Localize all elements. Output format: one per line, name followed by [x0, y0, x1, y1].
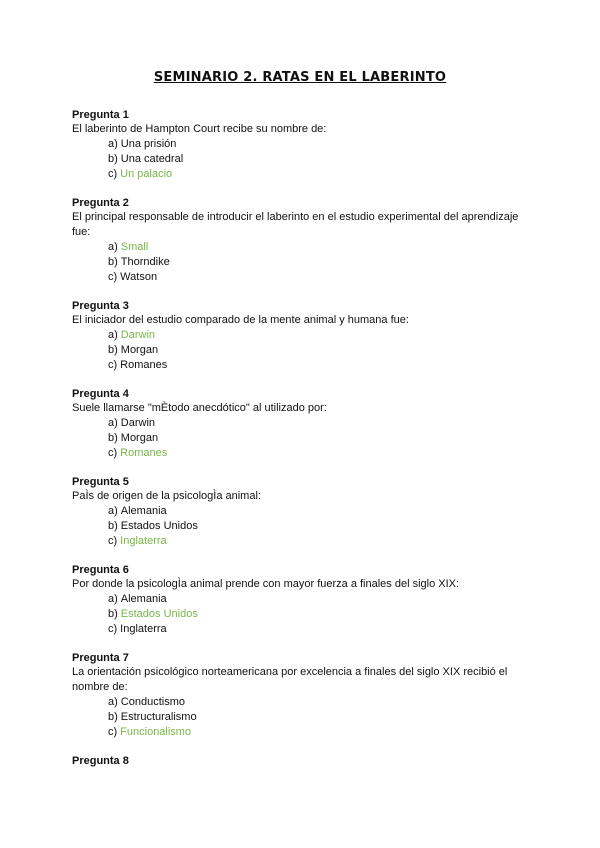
answer-option [108, 695, 532, 710]
option-letter: a) [108, 138, 118, 150]
option-letter: a) [108, 329, 118, 341]
question-title: Pregunta 3 [72, 300, 129, 312]
option-list [108, 416, 532, 461]
answer-option-correct [108, 534, 532, 549]
option-text: Small [120, 241, 149, 253]
answer-option [108, 504, 532, 519]
option-letter: b) [108, 153, 118, 165]
question-block [72, 754, 532, 768]
option-text: Estructuralismo [120, 711, 197, 723]
option-text: Romanes [120, 359, 168, 371]
option-letter: c) [108, 359, 118, 371]
answer-option [108, 343, 532, 358]
option-letter: b) [108, 344, 118, 356]
option-list [108, 240, 532, 285]
question-text: PaÌs de origen de la psicologÌa animal: [72, 490, 261, 502]
option-text: Darwin [120, 329, 156, 341]
option-letter: b) [108, 711, 118, 723]
option-letter: b) [108, 432, 118, 444]
question-title: Pregunta 1 [72, 109, 129, 121]
option-letter: a) [108, 417, 118, 429]
question-title: Pregunta 7 [72, 652, 129, 664]
option-letter: b) [108, 256, 118, 268]
option-letter: b) [108, 608, 118, 620]
answer-option [108, 519, 532, 534]
answer-option-correct [108, 725, 532, 740]
question-text: El iniciador del estudio comparado de la mente animal y humana fue: [72, 314, 409, 326]
option-letter: b) [108, 520, 118, 532]
question-title: Pregunta 8 [72, 755, 129, 767]
question-text: La orientación psicológico norteamericana por excelencia a finales del siglo XIX recibió el nombre de: [72, 666, 508, 693]
option-list [108, 137, 532, 182]
option-text: Un palacio [120, 168, 173, 180]
question-title: Pregunta 4 [72, 388, 129, 400]
option-text: Morgan [120, 432, 159, 444]
option-list [108, 592, 532, 637]
question-block [72, 196, 532, 285]
question-title: Pregunta 6 [72, 564, 129, 576]
answer-option [108, 710, 532, 725]
option-text: Alemania [120, 505, 167, 517]
question-block [72, 387, 532, 461]
answer-option-correct [108, 607, 532, 622]
question-text: Suele llamarse "mÈtodo anecdótico" al utilizado por: [72, 402, 327, 414]
answer-option [108, 622, 532, 637]
option-text: Watson [120, 271, 158, 283]
question-block [72, 108, 532, 182]
answer-option-correct [108, 240, 532, 255]
question-block [72, 651, 532, 740]
option-letter: c) [108, 726, 118, 738]
question-block [72, 299, 532, 373]
answer-option-correct [108, 446, 532, 461]
option-text: Inglaterra [120, 623, 167, 635]
option-text: Una catedral [120, 153, 184, 165]
option-letter: c) [108, 535, 118, 547]
option-text: Funcionalismo [120, 726, 192, 738]
option-list [108, 695, 532, 740]
option-text: Alemania [120, 593, 167, 605]
option-letter: a) [108, 505, 118, 517]
question-list [72, 108, 532, 782]
option-text: Romanes [120, 447, 168, 459]
answer-option [108, 152, 532, 167]
option-list [108, 504, 532, 549]
question-text: Por donde la psicologÌa animal prende con mayor fuerza a finales del siglo XIX: [72, 578, 460, 590]
question-text: El principal responsable de introducir el laberinto en el estudio experimental del aprendizaje fue: [72, 211, 519, 238]
option-letter: c) [108, 447, 118, 459]
option-letter: a) [108, 593, 118, 605]
option-text: Darwin [120, 417, 156, 429]
answer-option [108, 358, 532, 373]
answer-option [108, 255, 532, 270]
option-text: Morgan [120, 344, 159, 356]
option-letter: a) [108, 241, 118, 253]
question-title: Pregunta 2 [72, 197, 129, 209]
option-letter: a) [108, 696, 118, 708]
option-letter: c) [108, 271, 118, 283]
question-block [72, 475, 532, 549]
answer-option-correct [108, 167, 532, 182]
question-block [72, 563, 532, 637]
option-list [108, 328, 532, 373]
option-text: Estados Unidos [120, 608, 198, 620]
answer-option [108, 137, 532, 152]
answer-option [108, 416, 532, 431]
answer-option [108, 270, 532, 285]
page-title: SEMINARIO 2. RATAS EN EL LABERINTO [153, 70, 447, 85]
option-letter: c) [108, 168, 118, 180]
answer-option [108, 592, 532, 607]
question-title: Pregunta 5 [72, 476, 129, 488]
question-text: El laberinto de Hampton Court recibe su nombre de: [72, 123, 327, 135]
option-text: Una prisión [120, 138, 177, 150]
option-text: Inglaterra [120, 535, 167, 547]
answer-option [108, 431, 532, 446]
answer-option-correct [108, 328, 532, 343]
option-letter: c) [108, 623, 118, 635]
option-text: Estados Unidos [120, 520, 198, 532]
option-text: Thorndike [120, 256, 170, 268]
option-text: Conductismo [120, 696, 185, 708]
